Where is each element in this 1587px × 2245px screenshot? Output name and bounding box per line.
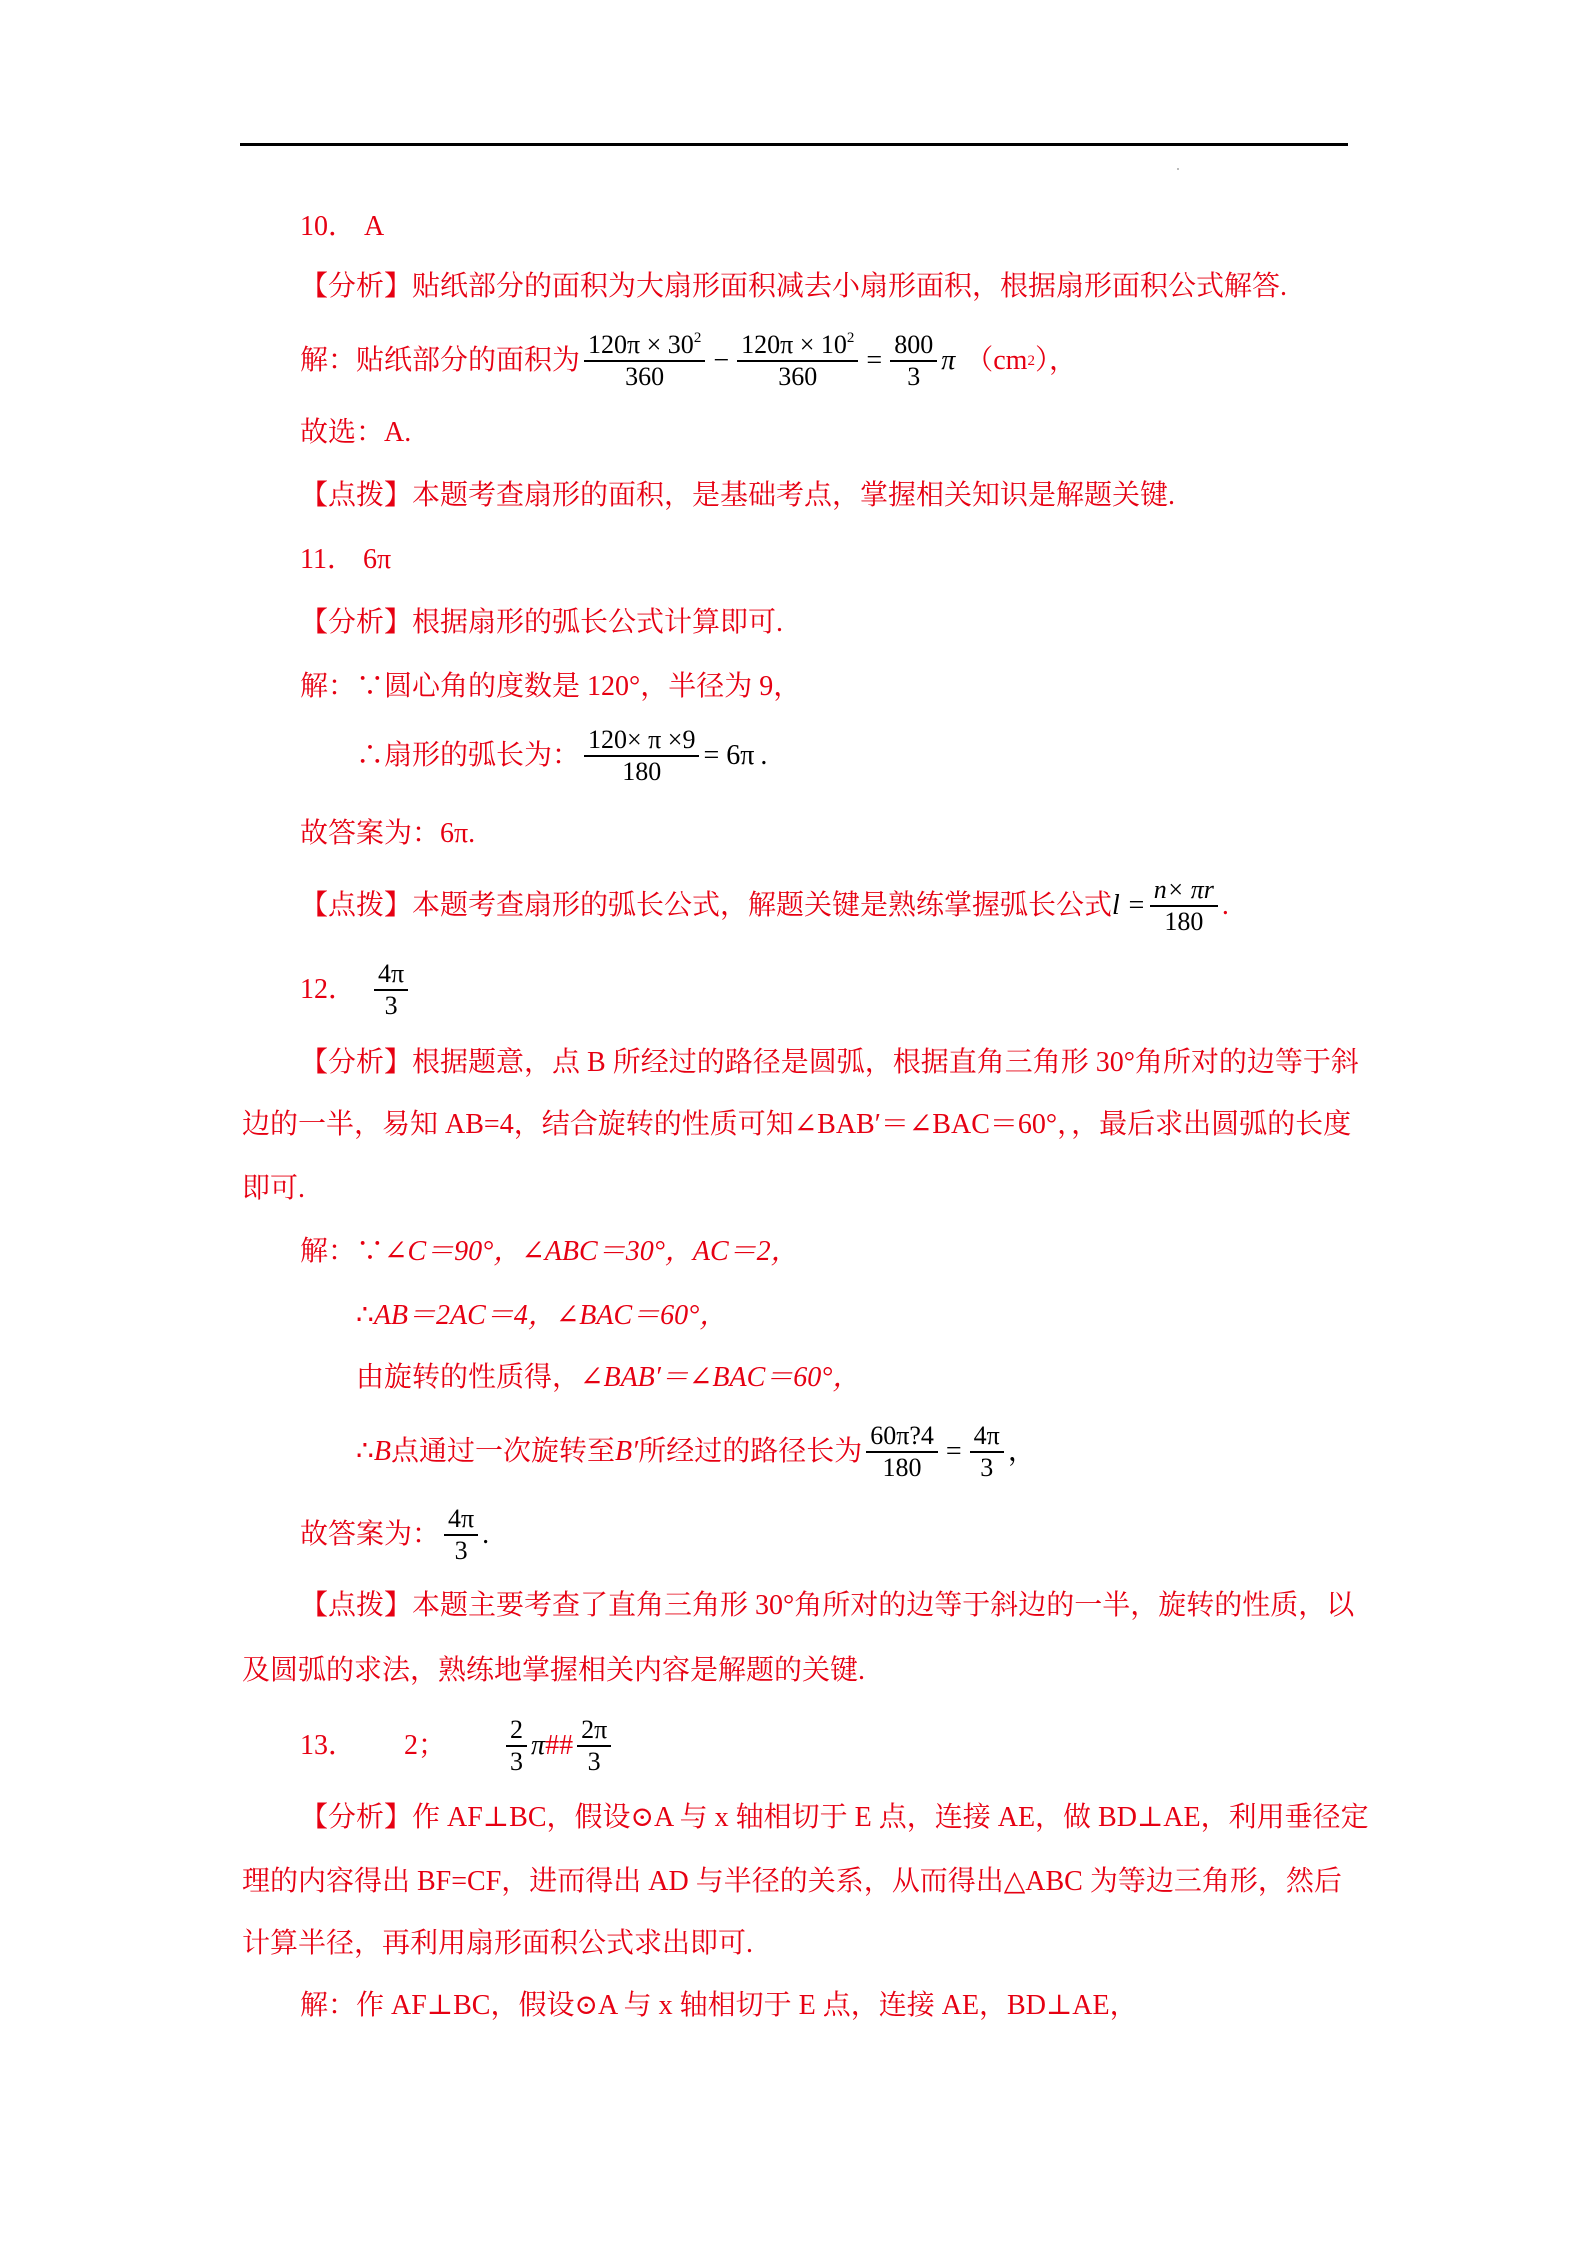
q12-sol2-math: AB＝2AC＝4，∠BAC＝60°， [373, 1300, 728, 1331]
q11-fraction [584, 725, 699, 787]
q12-analysis-2: 边的一半，易知 AB=4，结合旋转的性质可知∠BAB′＝∠BAC＝60°，，最后求出圆弧的长度 [242, 1109, 1352, 1140]
frac-den: 180 [622, 757, 662, 786]
header-mark [1177, 168, 1179, 170]
frac-num: 60π?4 [866, 1421, 938, 1453]
q12-solution-1 [300, 1232, 799, 1272]
equals-sign: = [945, 1436, 962, 1467]
header-rule [240, 143, 1348, 146]
q12-sol4-text: 所经过的路径长为 [638, 1436, 863, 1467]
q11-sol2-result: = 6π [703, 740, 755, 771]
unit-end: ）， [1034, 345, 1077, 376]
frac-num: 4π [444, 1504, 478, 1536]
q12-number: 12． [300, 974, 357, 1005]
q12-final-prefix: 故答案为： [300, 1519, 441, 1550]
frac-den: 180 [882, 1453, 922, 1482]
q12-solution-4 [356, 1421, 1036, 1482]
therefore-symbol: ∴ [356, 1436, 374, 1467]
q11-answer-value: 6π [362, 544, 392, 575]
tip-tag: 【点拨】 [300, 1590, 413, 1621]
q13-analysis-2: 理的内容得出 BF=CF，进而得出 AD 与半径的关系，从而得出△ABC 为等边三角形，然后 [242, 1866, 1342, 1897]
q13-fraction-1 [506, 1715, 527, 1777]
q11-tip [300, 875, 1229, 936]
minus-sign: − [713, 345, 730, 376]
analysis-tag: 【分析】 [300, 1047, 413, 1078]
frac-num: 120π × 10 [741, 330, 847, 359]
q12-final-fraction [444, 1504, 478, 1566]
frac-den: 3 [384, 991, 398, 1020]
frac-num: 120× π ×9 [584, 725, 699, 757]
q12-path-fraction [866, 1421, 938, 1483]
exponent: 2 [693, 330, 702, 346]
q13-solution-1: 解：作 AF⊥BC，假设⊙A 与 x 轴相切于 E 点，连接 AE，BD⊥AE， [300, 1990, 1138, 2021]
q12-sol3-math: ∠BAB′＝∠BAC＝60°， [580, 1362, 861, 1393]
q10-choice: 故选：A. [300, 417, 412, 448]
q10-analysis [300, 267, 1287, 307]
q12-sol3-prefix: 由旋转的性质得， [356, 1362, 581, 1393]
analysis-tag: 【分析】 [300, 607, 413, 638]
period: . [482, 1519, 490, 1550]
q11-number: 11． [300, 544, 355, 575]
q13-fraction-2 [577, 1715, 611, 1777]
frac-num: n× πr [1150, 875, 1218, 907]
q11-analysis [300, 603, 783, 643]
q10-tip [300, 476, 1175, 516]
q12-tip-2: 及圆弧的求法，熟练地掌握相关内容是解题的关键. [242, 1655, 866, 1686]
q12-solution-2 [356, 1296, 727, 1336]
q12-sol1-math: ∠C＝90°，∠ABC＝30°，AC＝2， [384, 1236, 799, 1267]
frac-den: 3 [980, 1453, 994, 1482]
q11-solution-2 [356, 725, 768, 786]
q11-final: 故答案为：6π. [300, 818, 476, 849]
q12-analysis-1 [300, 1043, 1359, 1083]
point-b: B [373, 1436, 391, 1467]
q13-answer [300, 1715, 615, 1776]
frac-den: 3 [454, 1536, 468, 1565]
q12-solution-3 [356, 1358, 860, 1398]
frac-num: 2 [506, 1715, 527, 1747]
q13-analysis-text-1: 作 AF⊥BC，假设⊙A 与 x 轴相切于 E 点，连接 AE，做 BD⊥AE，利用垂径定 [412, 1802, 1369, 1833]
q12-sol4-mid: 点通过一次旋转至 [390, 1436, 615, 1467]
q12-final [300, 1504, 490, 1565]
q12-tip-1 [300, 1586, 1354, 1626]
q10-analysis-text: 贴纸部分的面积为大扇形面积减去小扇形面积，根据扇形面积公式解答. [412, 271, 1288, 302]
exponent: 2 [846, 330, 855, 346]
arc-length-formula [1150, 875, 1218, 937]
q10-fraction-1 [584, 330, 705, 392]
frac-num: 800 [890, 330, 937, 362]
point-b-prime: B′ [614, 1436, 639, 1467]
q10-number: 10． [300, 211, 357, 242]
frac-den: 3 [587, 1747, 601, 1776]
comma: ， [1007, 1436, 1036, 1467]
frac-den: 360 [778, 362, 818, 391]
q12-analysis-text-1: 根据题意，点 B 所经过的路径是圆弧，根据直角三角形 30°角所对的边等于斜 [412, 1047, 1359, 1078]
q11-analysis-text: 根据扇形的弧长公式计算即可. [412, 607, 784, 638]
frac-num: 120π × 30 [588, 330, 694, 359]
q12-sol1-prefix: 解：∵ [300, 1236, 385, 1267]
q10-fraction-3 [890, 330, 937, 392]
analysis-tag: 【分析】 [300, 271, 413, 302]
therefore-symbol: ∴ [356, 1300, 374, 1331]
frac-den: 3 [510, 1747, 524, 1776]
analysis-tag: 【分析】 [300, 1802, 413, 1833]
answer-separator: ## [545, 1730, 574, 1761]
frac-num: 2π [577, 1715, 611, 1747]
tip-tag: 【点拨】 [300, 480, 413, 511]
q13-number: 13． [300, 1730, 357, 1761]
frac-den: 180 [1164, 907, 1204, 936]
q11-sol2-prefix: ∴扇形的弧长为： [356, 740, 581, 771]
q11-tip-text: 本题考查扇形的弧长公式，解题关键是熟练掌握弧长公式 [412, 890, 1113, 921]
frac-den: 360 [625, 362, 665, 391]
pi-symbol: π [531, 1730, 546, 1761]
frac-den: 3 [907, 362, 921, 391]
q10-solution: 解：贴纸部分的面积为 $\frac{120\pi \times 30^2}{360}$ − $\frac{120\pi \times 10^2}{360}$ = $\frac{800}{3}$ π （cm 2 ）， [300, 330, 1077, 391]
q13-analysis-1 [300, 1798, 1369, 1838]
equals-sign: = [866, 345, 883, 376]
q12-tip-text-1: 本题主要考查了直角三角形 30°角所对的边等于斜边的一半，旋转的性质，以 [412, 1590, 1355, 1621]
q11-solution-1: 解：∵圆心角的度数是 120°，半径为 9， [300, 671, 802, 702]
frac-num: 4π [970, 1421, 1004, 1453]
period: . [1221, 890, 1229, 921]
pi-symbol: π [941, 345, 956, 376]
frac-num: 4π [374, 959, 408, 991]
unit: （cm [965, 345, 1028, 376]
q10-fraction-2 [737, 330, 858, 392]
q10-tip-text: 本题考查扇形的面积，是基础考点，掌握相关知识是解题关键. [412, 480, 1176, 511]
period: . [760, 740, 768, 771]
q12-analysis-3: 即可. [242, 1173, 306, 1204]
q12-answer-fraction [374, 959, 408, 1021]
q12-answer [300, 959, 412, 1020]
q10-solution-prefix: 解：贴纸部分的面积为 [300, 345, 581, 376]
formula-lhs: l = [1112, 890, 1146, 921]
q10-answer [300, 207, 384, 247]
q12-result-fraction [970, 1421, 1004, 1483]
q10-answer-value: A [364, 211, 385, 242]
q13-analysis-3: 计算半径，再利用扇形面积公式求出即可. [242, 1928, 754, 1959]
q11-answer [300, 540, 391, 580]
q13-answer-1: 2； [404, 1730, 447, 1761]
tip-tag: 【点拨】 [300, 890, 413, 921]
